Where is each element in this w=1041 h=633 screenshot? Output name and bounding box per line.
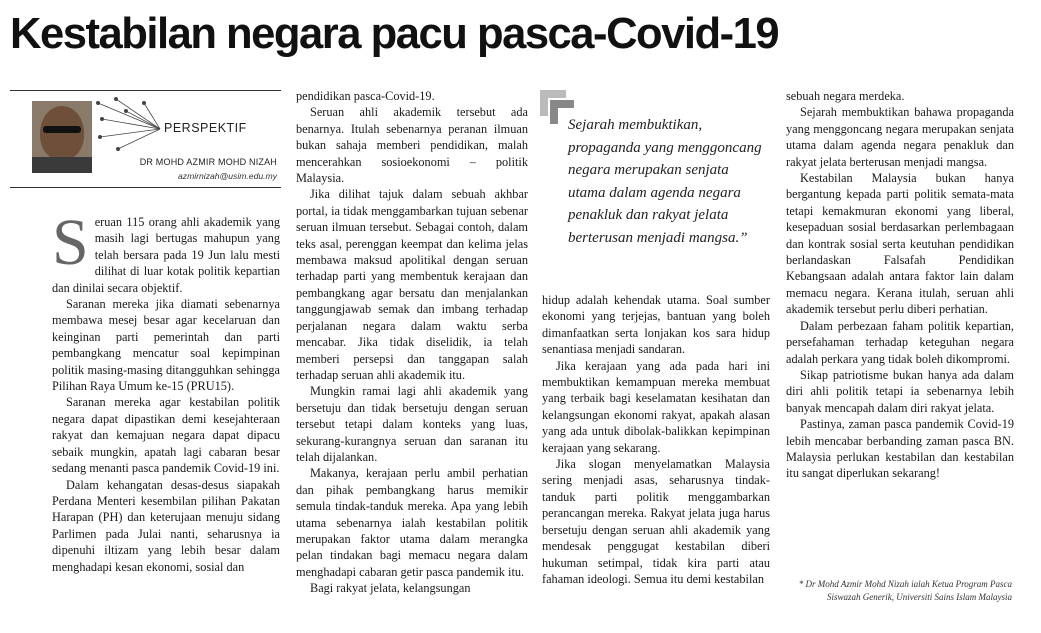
headline: Kestabilan negara pacu pasca-Covid-19 bbox=[10, 9, 779, 58]
paragraph: Jika dilihat tajuk dalam sebuah akhbar portal, ia tidak menggambarkan tujuan sebenar seruan ilmuan tersebut. Sebagai contoh, dalam teks asal, perenggan keempat dan kelima jelas membawa maksud apolitikal dengan seruan terhadap parti yang membentuk kerajaan dan pembangkang agar bersatu dan menjalankan tanggungjawab semak dan imbang terhadap perjalanan negara dalam waktu serba mencabar. Jika tidak diselidik, ia telah memberi persepsi dan tanggapan salah terhadap seruan ahli akademik itu. bbox=[296, 187, 528, 382]
paragraph: Jika slogan menyelamatkan Malaysia sering menjadi asas, seharusnya tindak-tanduk parti politik menggambarkan perancangan mereka. Rakyat jelata juga harus bersetuju dengan seruan ahli akademik yang mendesak penggugat kestabilan diberi hukuman setimpal, tidak kira parti atau fahaman ideologi. Semua itu demi kestabilan bbox=[542, 457, 770, 586]
pull-quote bbox=[540, 90, 770, 290]
paragraph: sebuah negara merdeka. bbox=[786, 89, 905, 103]
author-avatar bbox=[32, 101, 92, 173]
paragraph: Sejarah membuktikan bahawa propaganda yang menggoncang negara merupakan senjata utama dalam agenda negara penakluk dan rakyat jelata berterusan menjadi mangsa. bbox=[786, 105, 1014, 169]
paragraph: Dalam kehangatan desas-desus siapakah Perdana Menteri kesembilan pilihan Pakatan Harapan (PH) dan keterujaan menuju sidang Parlimen pada Julai nanti, seharusnya ia dipenuhi iltizam yang lebih besar dalam menghadapi kesan ekonomi, sosial dan bbox=[52, 477, 280, 574]
byline-box bbox=[10, 90, 281, 188]
column-3 bbox=[542, 292, 770, 632]
paragraph: Jika kerajaan yang ada pada hari ini membuktikan kemampuan mereka membuat yang terbaik bagi keselamatan kesihatan dan kelangsungan ekonomi rakyat, apakah alasan yang ada untuk dibolak-balikkan kepimpinan kerajaan yang sekarang. bbox=[542, 358, 770, 455]
paragraph: Pastinya, zaman pasca pandemik Covid-19 lebih mencabar berbanding zaman pasca BN. Malaysia perlukan kestabilan dan kestabilan itu sangat diperlukan sekarang! bbox=[786, 417, 1014, 481]
paragraph: Dalam perbezaan faham politik kepartian, persefahaman terhadap keteguhan negara adalah perkara yang tidak boleh dikompromi. bbox=[786, 318, 1014, 366]
paragraph: Saranan mereka jika diamati sebenarnya membawa mesej besar agar kecelaruan dan keinginan parti pemerintah dan parti pembangkang mencatur soal kepimpinan politik masing-masing ditangguhkan sehingga Pilihan Raya Umum ke-15 (PRU15). bbox=[52, 297, 280, 394]
paragraph: Bagi rakyat jelata, kelangsungan bbox=[310, 581, 471, 596]
paragraph: Sikap patriotisme bukan hanya ada dalam diri ahli politik tetapi ia sebenarnya lebih banyak mencapah dalam diri rakyat jelata. bbox=[786, 367, 1014, 415]
paragraph: Saranan mereka agar kestabilan politik negara dapat dipastikan demi kesejahteraan rakyat dan kemajuan negara dapat dipacu sebaik mungkin, apatah lagi cabaran besar sedang menanti pasca pandemik Covid-19 ini. bbox=[52, 395, 280, 476]
paragraph: Kestabilan Malaysia bukan hanya bergantung kepada parti politik semata-mata tetapi kemakmuran ekonomi yang liberal, kesepaduan sosial berdasarkan perlembagaan dan kontrak sosial serta keutuhan pendidikan berlandaskan Falsafah Pendidikan Kebangsaan adalah antara faktor lain dalam memacu negara. Kerana itulah, seruan ahli akademik tersebut perlu diberi perhatian. bbox=[786, 171, 1014, 317]
pull-quote-text: Sejarah membuktikan, propaganda yang menggoncang negara merupakan senjata utama dalam agenda negara penakluk dan rakyat jelata berterusan menjadi mangsa.” bbox=[568, 117, 762, 246]
column-1 bbox=[52, 214, 280, 632]
drop-cap: S bbox=[52, 214, 89, 279]
author-footnote: * Dr Mohd Azmir Mohd Nizah ialah Ketua Program Pasca Siswazah Generik, Universiti Sains Islam Malaysia bbox=[798, 579, 1012, 602]
perspektif-rays-icon bbox=[96, 97, 166, 157]
paragraph: Seruan 115 orang ahli akademik yang masih lagi bertugas mahupun yang telah bersara pada 19 Jun lalu mesti dilihat di luar kotak politik kepartian dan dinilai secara objektif. bbox=[52, 214, 280, 295]
paragraph: Makanya, kerajaan perlu ambil perhatian dan pihak pembangkang harus memikir semula tindak-tanduk mereka. Apa yang lebih utama sebenarnya ialah kestabilan politik merupakan faktor utama dalam merangka pelan tindakan bagi memacu negara dalam menghadapi cabaran getir pasca pandemik itu. bbox=[296, 466, 528, 579]
author-email: azmirnizah@usim.edu.my bbox=[178, 171, 277, 181]
paragraph: pendidikan pasca-Covid-19. bbox=[296, 89, 435, 103]
paragraph: Mungkin ramai lagi ahli akademik yang bersetuju dan tidak bersetuju dengan seruan tersebut tetapi dalam konteks yang luas, sekurang-kurangnya seruan dan saranan itu telah dijalankan. bbox=[296, 384, 528, 464]
section-label: PERSPEKTIF bbox=[164, 121, 247, 135]
column-2 bbox=[296, 88, 528, 632]
paragraph: Seruan ahli akademik tersebut ada benarnya. Itulah sebenarnya peranan ilmuan bukan sahaja memberi pendidikan, malah mencerahkan sosioekonomi – politik Malaysia. bbox=[296, 105, 528, 186]
author-name: DR MOHD AZMIR MOHD NIZAH bbox=[139, 157, 277, 167]
column-4 bbox=[786, 88, 1014, 576]
paragraph: hidup adalah kehendak utama. Soal sumber ekonomi yang terjejas, bantuan yang boleh dimanfaatkan serta lonjakan kos sara hidup senantiasa menjadi sandaran. bbox=[542, 293, 770, 357]
